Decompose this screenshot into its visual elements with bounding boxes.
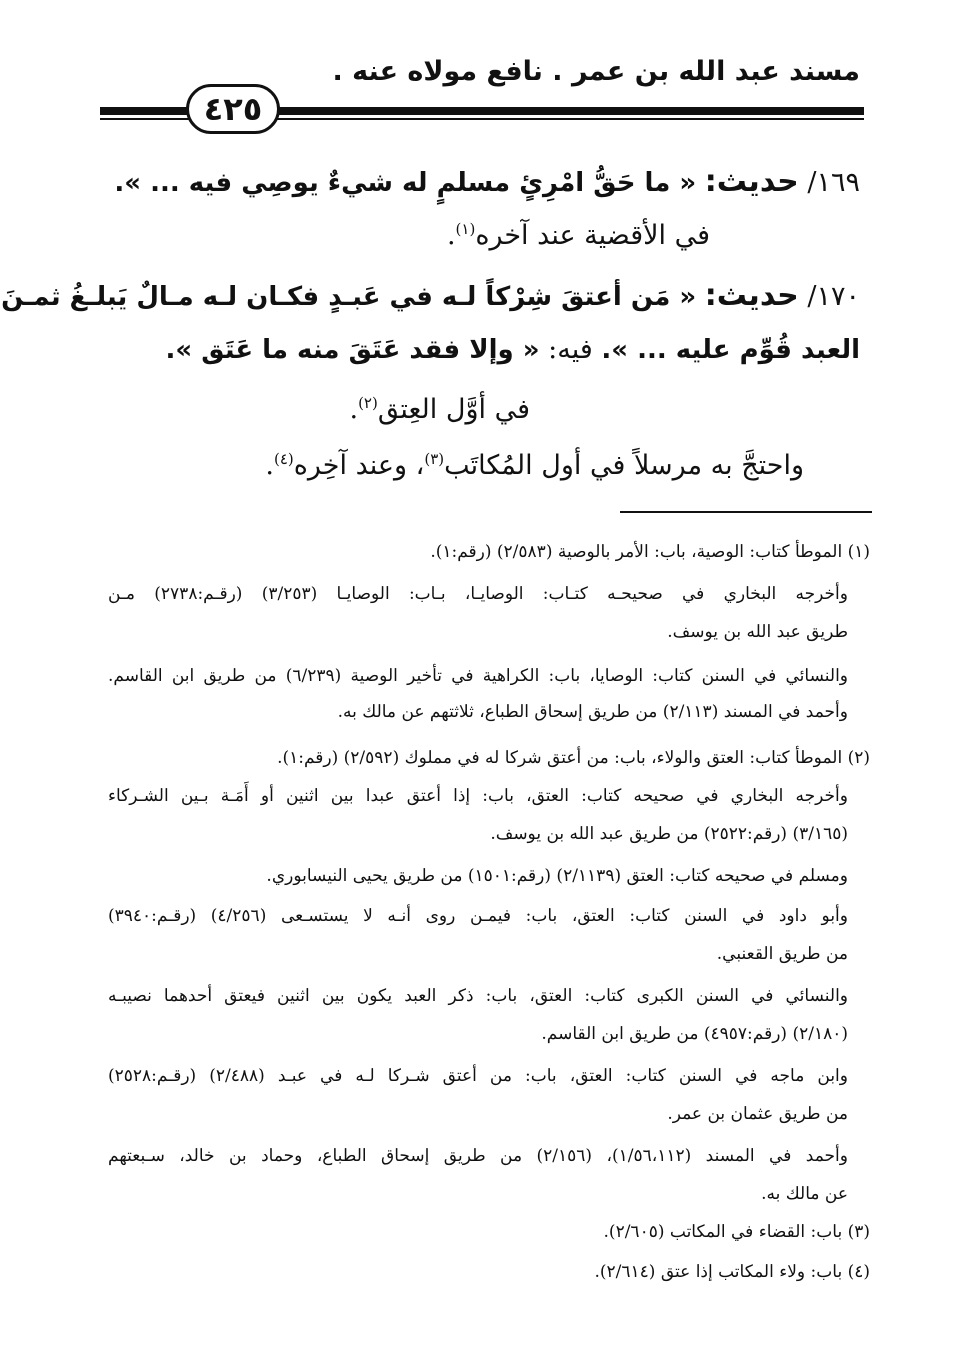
footnote-line: من طريق القعنبي.	[716, 944, 848, 964]
footnote-line: (٢) الموطأ كتاب: العتق والولاء، باب: من أعتق شركا له في مملوك (٢/٥٩٢) (رقم:١).	[277, 748, 870, 768]
footnote-line: وأبو داود في السنن كتاب: العتق، باب: فيمـن روى أنـه لا يستسـعى (٤/٢٥٦) (رقـم:٣٩٤٠)	[108, 906, 848, 926]
footnote-separator	[620, 511, 872, 513]
footnote-line: عن مالك به.	[761, 1184, 848, 1204]
footnote-marker: (١)	[455, 220, 476, 238]
running-title: مسند عبد الله بن عمر . نافع مولاه عنه .	[332, 56, 860, 87]
hadith-170-reference-2	[265, 446, 804, 486]
hadith-quote-continued: العبد قُوِّم عليه ... ».	[601, 335, 860, 365]
hadith-number: ١٧٠/	[807, 281, 860, 312]
fihi-label: فيه:	[548, 334, 593, 365]
footnote-line: وأحمد في المسند (٢/١١٣) من طريق إسحاق الطباع، ثلاثتهم عن مالك به.	[337, 702, 848, 722]
footnote-line: (٣) باب: القضاء في المكاتب (٢/٦٠٥).	[603, 1222, 870, 1242]
footnote-line: وأحمد في المسند (١/٥٦،١١٢)، (٢/١٥٦) من طريق إسحاق الطباع، وحماد بن خالد، سـبعتهم	[108, 1146, 848, 1166]
hadith-quote: « ما حَقُّ امْرِئٍ مسلمٍ له شيءٌ يوصِي فيه ... ».	[114, 168, 697, 198]
footnote-marker: (٤)	[273, 450, 294, 468]
footnote-line: وأخرجه البخاري في صحيحـه كتـاب: الوصايـا، بـاب: الوصايـا (٣/٢٥٣) (رقـم:٢٧٣٨) مـن	[108, 584, 848, 604]
reference-text: في الأقضية عند آخره	[475, 220, 710, 251]
hadith-number: ١٦٩/	[807, 167, 860, 198]
footnote-line: والنسائي في السنن كتاب: الوصايا، باب: الكراهية في تأخير الوصية (٦/٢٣٩) من طريق ابن القاسم.	[108, 666, 848, 686]
footnote-marker: (٢)	[358, 394, 378, 412]
footnote-line: (٢/١٨٠) (رقم:٤٩٥٧) من طريق ابن القاسم.	[541, 1024, 848, 1044]
footnote-line: ومسلم في صحيحه كتاب: العتق (٢/١١٣٩) (رقم:١٥٠١) من طريق يحيى النيسابوري.	[266, 866, 848, 886]
hadith-169-reference	[447, 216, 710, 256]
hadith-label: حديث:	[704, 278, 799, 313]
reference-end: .	[265, 450, 274, 481]
hadith-label: حديث:	[704, 164, 799, 199]
footnote-line: (٣/١٦٥) (رقم:٢٥٢٢) من طريق عبد الله بن يوسف.	[490, 824, 848, 844]
footnote-line: وابن ماجه في السنن كتاب: العتق، باب: من أعتق شـركا لـه في عبـد (٢/٤٨٨) (رقـم:٢٥٢٨)	[108, 1066, 848, 1086]
footnote-line: طريق عبد الله بن يوسف.	[667, 622, 848, 642]
hadith-quote: « مَن أعتقَ شِرْكاً لـه في عَبـدٍ فكـان لـه مـالٌ يَبلـغُ ثمـنَ	[1, 282, 697, 312]
page-number: ٤٢٥	[186, 84, 280, 134]
footnote-marker: (٣)	[424, 450, 445, 468]
footnote-line: والنسائي في السنن الكبرى كتاب: العتق، باب: ذكر العبد يكون بين اثنين فيعتق أحدهما نصيبـه	[108, 986, 848, 1006]
hadith-170-line-2	[166, 330, 860, 370]
footnote-line: (٤) باب: ولاء المكاتب إذا عتق (٢/٦١٤).	[594, 1262, 870, 1282]
footnote-line: (١) الموطأ كتاب: الوصية، باب: الأمر بالوصية (٢/٥٨٣) (رقم:١).	[430, 542, 870, 562]
reference-text: في أوَّل العِتق	[377, 394, 530, 425]
footnote-line: وأخرجه البخاري في صحيحه كتاب: العتق، باب: إذا أعتق عبدا بين اثنين أو أَمَـة بـين الشـركاء	[108, 786, 848, 806]
reference-text: ، وعند آخِره	[293, 450, 425, 481]
reference-end: .	[446, 220, 456, 251]
hadith-170-line-1	[1, 276, 860, 317]
footnote-line: من طريق عثمان بن عمر.	[667, 1104, 848, 1124]
reference-text: واحتجَّ به مرسلاً في أول المُكاتَب	[444, 450, 804, 481]
hadith-169-line	[114, 162, 860, 203]
reference-end: .	[349, 394, 359, 425]
hadith-170-reference-1	[349, 390, 530, 430]
hadith-quote-2: « وإلا فقد عَتَقَ منه ما عَتَق ».	[165, 335, 540, 365]
